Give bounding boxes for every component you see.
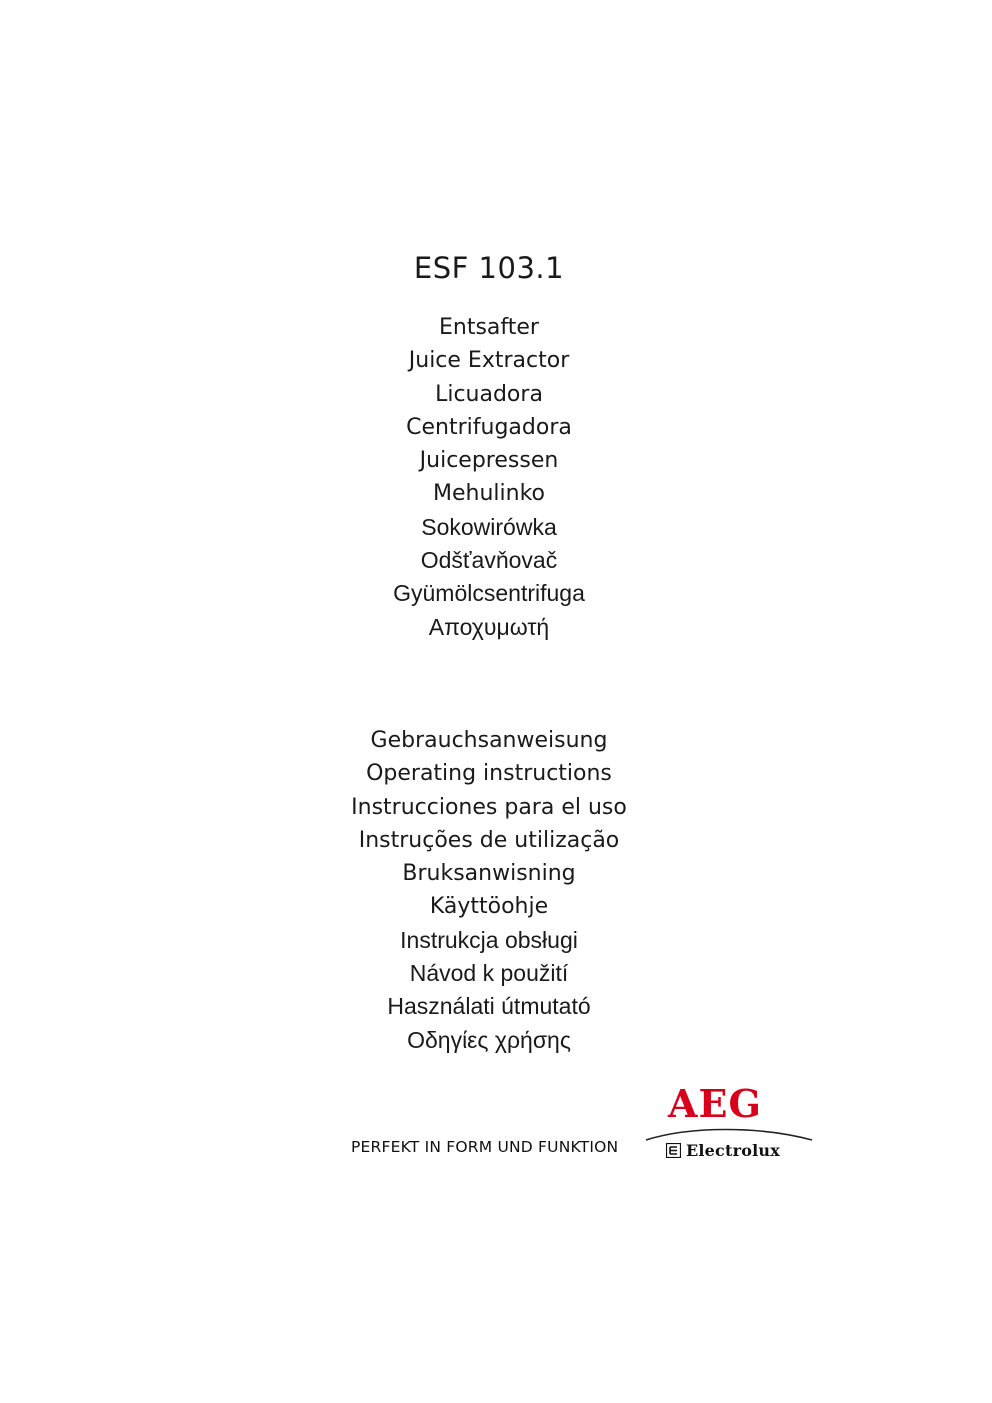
manual-title: Instrukcja obsługi <box>400 926 578 953</box>
aeg-electrolux-logo <box>640 1082 816 1167</box>
electrolux-icon <box>666 1143 681 1158</box>
product-name: Gyümölcsentrifuga <box>393 580 585 607</box>
product-name: Entsafter <box>439 315 539 340</box>
product-name: Αποχυμωτή <box>428 613 550 640</box>
product-name: Sokowirówka <box>421 513 557 540</box>
manual-title: Gebrauchsanweisung <box>370 728 608 753</box>
product-name: Odšťavňovač <box>420 547 558 574</box>
manual-title: Bruksanwisning <box>402 861 576 887</box>
model-title: ESF 103.1 <box>413 251 565 285</box>
product-name: Juice Extractor <box>408 348 570 374</box>
manual-title: Οδηγίες χρήσης <box>407 1026 571 1053</box>
product-name: Licuadora <box>435 381 543 407</box>
product-name: Centrifugadora <box>406 414 572 440</box>
product-name: Juicepressen <box>419 448 559 474</box>
manual-title: Návod k použití <box>409 960 569 987</box>
manual-title: Käyttöohje <box>429 894 549 920</box>
manual-title-list <box>0 724 978 1057</box>
slogan: PERFEKT IN FORM UND FUNKTION <box>351 1138 619 1156</box>
product-name-list <box>0 311 978 644</box>
manual-title: Operating instructions <box>366 761 612 787</box>
manual-title: Instruções de utilização <box>358 827 620 853</box>
product-name: Mehulinko <box>433 481 545 507</box>
manual-title: Használati útmutató <box>387 993 591 1020</box>
electrolux-wordmark <box>666 1138 780 1162</box>
electrolux-text: Electrolux <box>686 1140 780 1160</box>
manual-title: Instrucciones para el uso <box>351 794 627 820</box>
aeg-logo-text: AEG <box>668 1081 762 1126</box>
